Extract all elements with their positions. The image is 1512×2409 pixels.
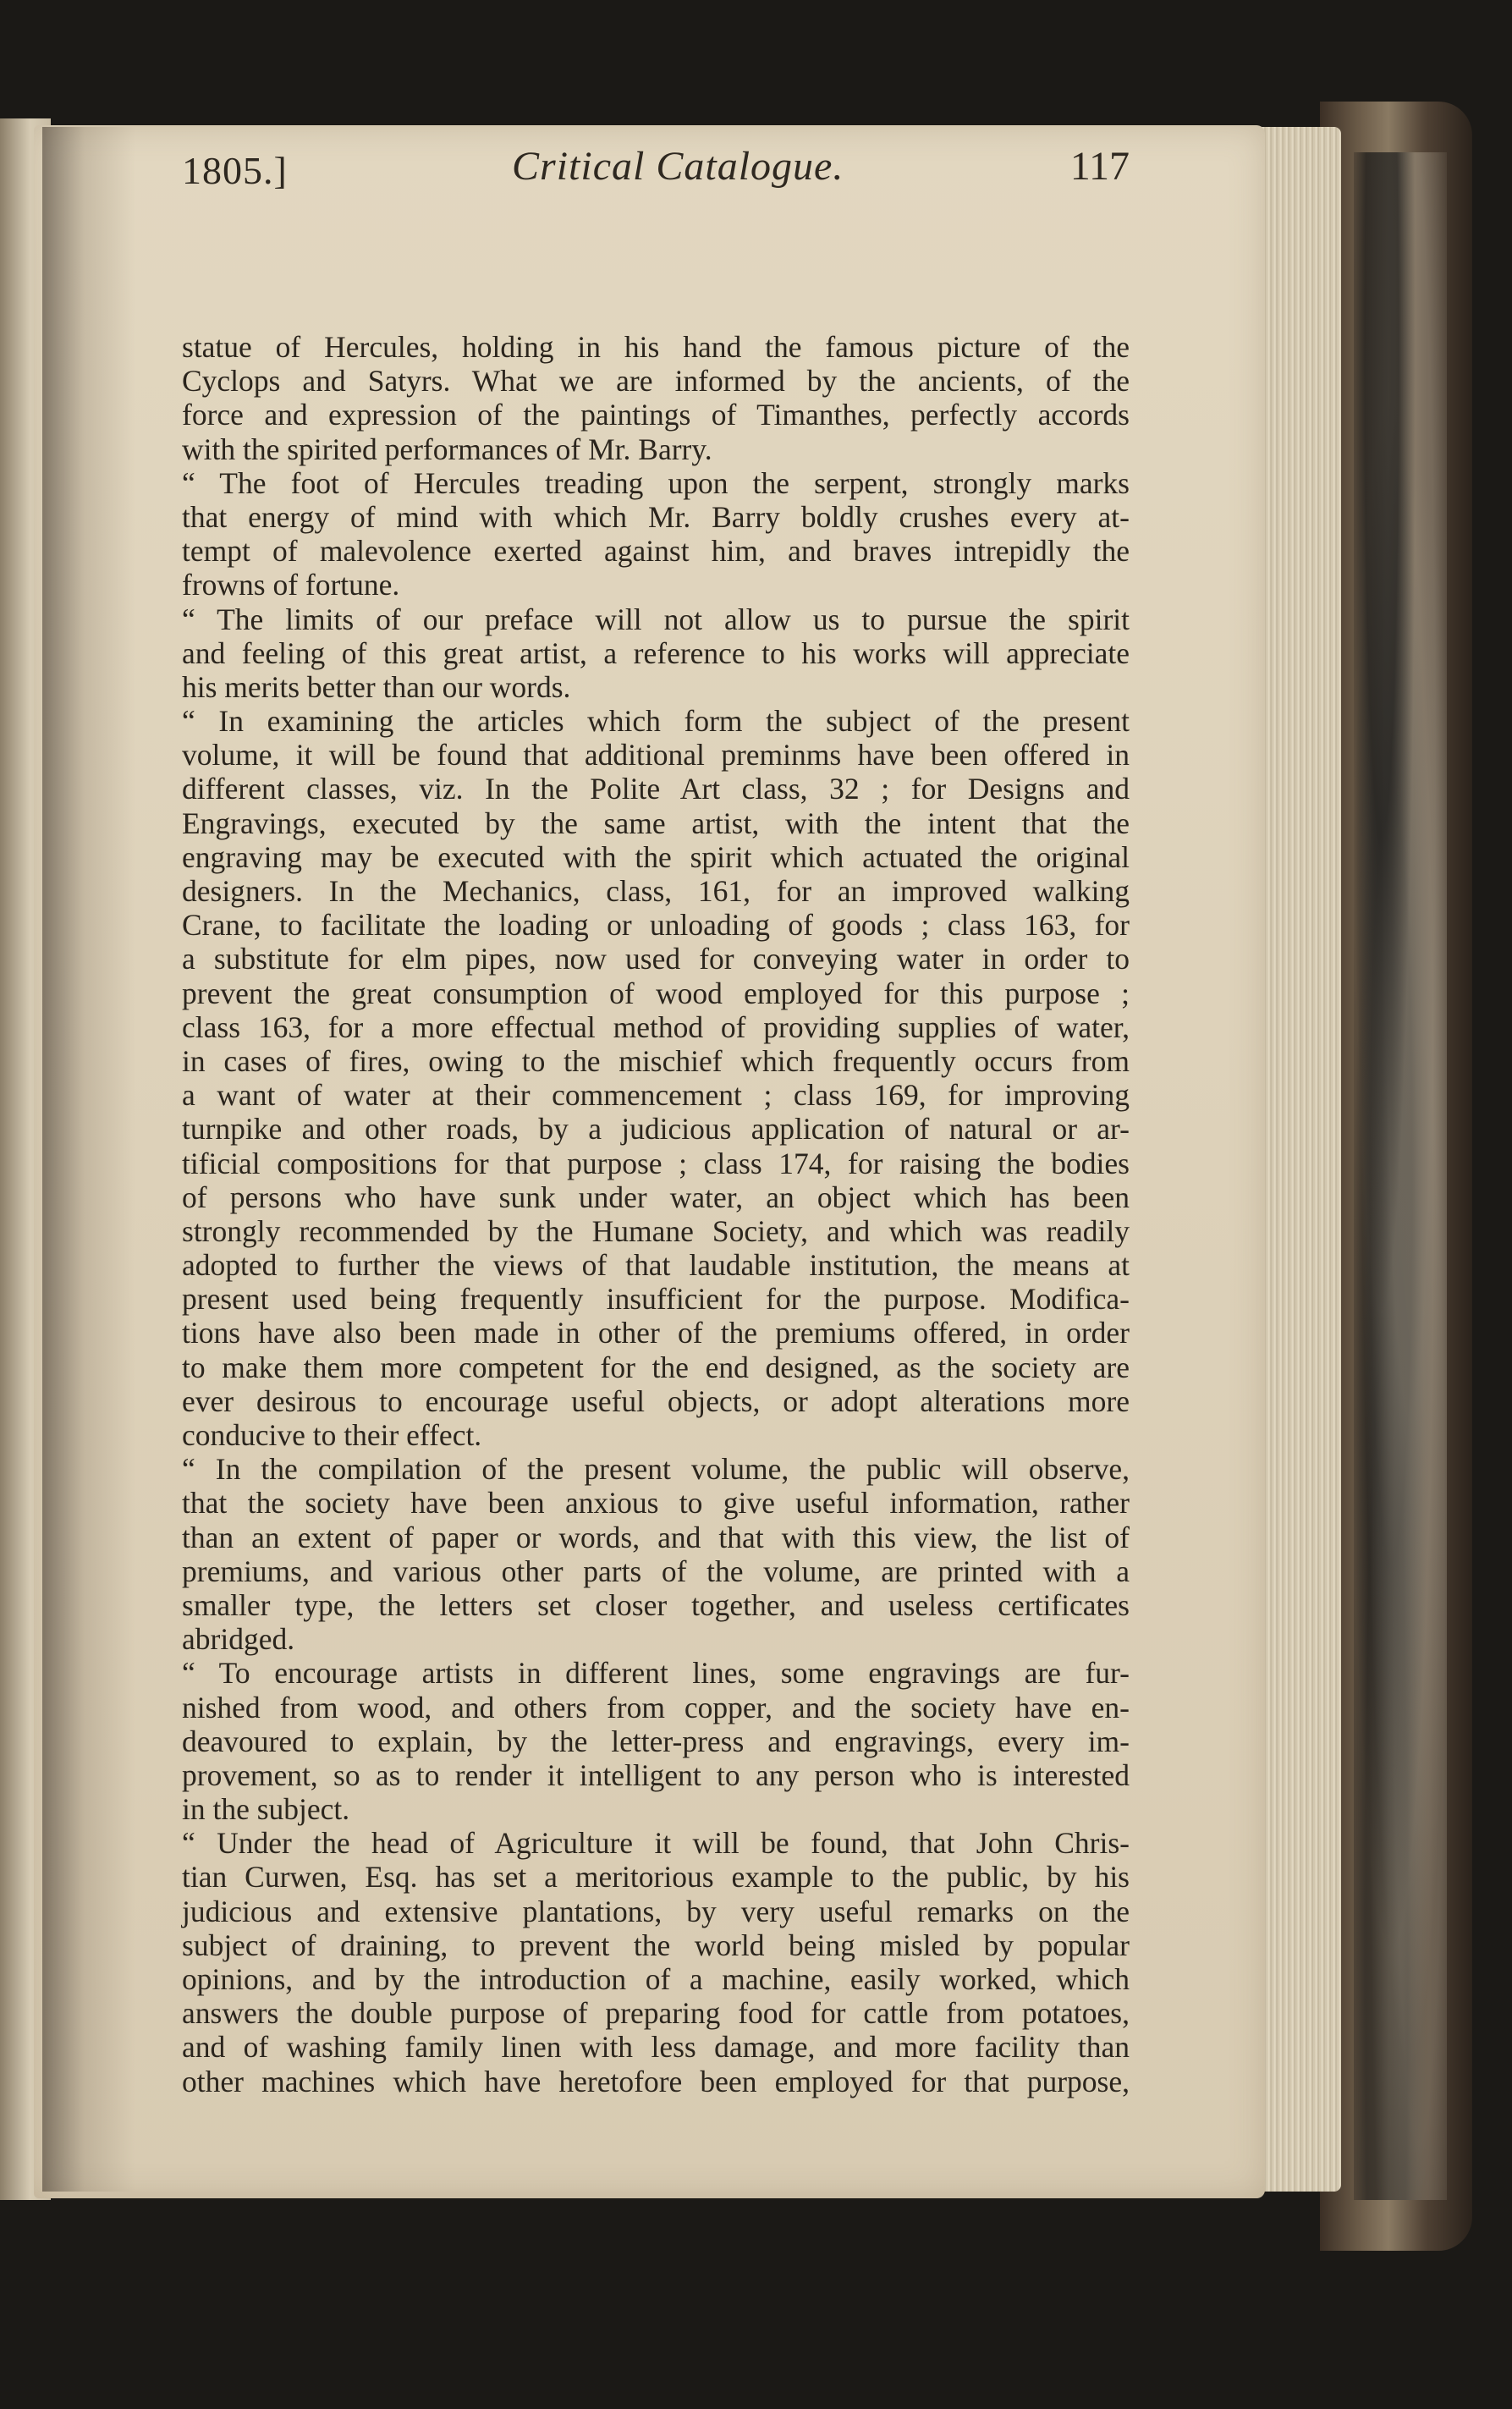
text-line: ever desirous to encourage useful objects, or adopt alterations more (182, 1383, 1130, 1418)
text-line: a substitute for elm pipes, now used for conveying water in order to (182, 942, 1130, 976)
text-line: to make them more competent for the end designed, as the society are (182, 1350, 1130, 1384)
text-line: “ In examining the articles which form the subject of the present (182, 704, 1130, 739)
text-line: prevent the great consumption of wood employed for this purpose ; (182, 976, 1130, 1010)
text-line: different classes, viz. In the Polite Art class, 32 ; for Designs and (182, 772, 1130, 806)
text-line: conducive to their effect. (182, 1418, 482, 1452)
text-line: turnpike and other roads, by a judicious application of natural or ar- (182, 1112, 1130, 1147)
text-line: present used being frequently insufficient for the purpose. Modifica- (182, 1282, 1130, 1317)
running-header (182, 144, 1130, 207)
text-line: “ Under the head of Agriculture it will be found, that John Chris- (182, 1826, 1130, 1861)
text-line: class 163, for a more effectual method of providing supplies of water, (182, 1009, 1130, 1044)
text-line: designers. In the Mechanics, class, 161, for an improved walking (182, 874, 1130, 908)
text-line: answers the double purpose of preparing food for cattle from potatoes, (182, 1996, 1130, 2031)
text-line: engraving may be executed with the spirit which actuated the original (182, 839, 1130, 874)
text-line: in the subject. (182, 1792, 350, 1827)
page-edges (1261, 127, 1341, 2192)
text-line: Engravings, executed by the same artist, with the intent that the (182, 806, 1130, 840)
text-line: deavoured to explain, by the letter-press and engravings, every im- (182, 1724, 1130, 1758)
text-line: judicious and extensive plantations, by very useful remarks on the (182, 1894, 1130, 1928)
text-line: other machines which have heretofore been employed for that purpose, (182, 2064, 1130, 2098)
text-line: Cyclops and Satyrs. What we are informed by the ancients, of the (182, 364, 1130, 399)
text-line: a want of water at their commencement ; class 169, for improving (182, 1078, 1130, 1113)
text-line: force and expression of the paintings of Timanthes, perfectly accords (182, 398, 1130, 432)
text-line: strongly recommended by the Humane Society, and which was readily (182, 1213, 1130, 1248)
text-line: frowns of fortune. (182, 568, 400, 602)
text-line: abridged. (182, 1622, 295, 1657)
text-line: provement, so as to render it intelligent to any person who is interested (182, 1757, 1130, 1792)
text-line: statue of Hercules, holding in his hand the famous picture of the (182, 330, 1130, 364)
text-line: premiums, and various other parts of the volume, are printed with a (182, 1554, 1130, 1588)
page-number: 117 (1069, 144, 1130, 189)
text-line: of persons who have sunk under water, an object which has been (182, 1180, 1130, 1214)
text-line: tions have also been made in other of the premiums offered, in order (182, 1316, 1130, 1350)
text-line: volume, it will be found that additional preminms have been offered in (182, 738, 1130, 773)
text-line: “ The foot of Hercules treading upon the serpent, strongly marks (182, 465, 1130, 500)
text-line: and feeling of this great artist, a reference to his works will appreciate (182, 635, 1130, 670)
text-line: subject of draining, to prevent the world being misled by popular (182, 1928, 1130, 1962)
gutter-shadow (42, 127, 135, 2192)
text-line: tempt of malevolence exerted against him, and braves intrepidly the (182, 534, 1130, 569)
text-line: that the society have been anxious to give useful information, rather (182, 1486, 1130, 1521)
text-line: tificial compositions for that purpose ; class 174, for raising the bodies (182, 1146, 1130, 1180)
text-line: and of washing family linen with less damage, and more facility than (182, 2030, 1130, 2065)
text-line: opinions, and by the introduction of a machine, easily worked, which (182, 1962, 1130, 1996)
text-line: in cases of fires, owing to the mischief which frequently occurs from (182, 1043, 1130, 1078)
text-line: that energy of mind with which Mr. Barry boldly crushes every at- (182, 499, 1130, 534)
text-line: nished from wood, and others from copper, and the society have en- (182, 1690, 1130, 1724)
header-year: 1805.] (182, 149, 288, 192)
text-line: “ In the compilation of the present volume, the public will observe, (182, 1452, 1130, 1487)
text-line: “ To encourage artists in different lines, some engravings are fur- (182, 1656, 1130, 1691)
text-line: with the spirited performances of Mr. Barry. (182, 432, 712, 466)
text-line: tian Curwen, Esq. has set a meritorious example to the public, by his (182, 1860, 1130, 1895)
running-title: Critical Catalogue. (512, 144, 844, 189)
text-line: than an extent of paper or words, and that with this view, the list of (182, 1520, 1130, 1554)
body-text (182, 330, 1130, 2098)
text-line: “ The limits of our preface will not allow us to pursue the spirit (182, 602, 1130, 636)
text-line: Crane, to facilitate the loading or unloading of goods ; class 163, for (182, 908, 1130, 943)
text-line: his merits better than our words. (182, 669, 571, 704)
cover-marbling (1354, 152, 1447, 2200)
text-line: smaller type, the letters set closer together, and useless certificates (182, 1587, 1130, 1622)
text-line: adopted to further the views of that laudable institution, the means at (182, 1248, 1130, 1283)
